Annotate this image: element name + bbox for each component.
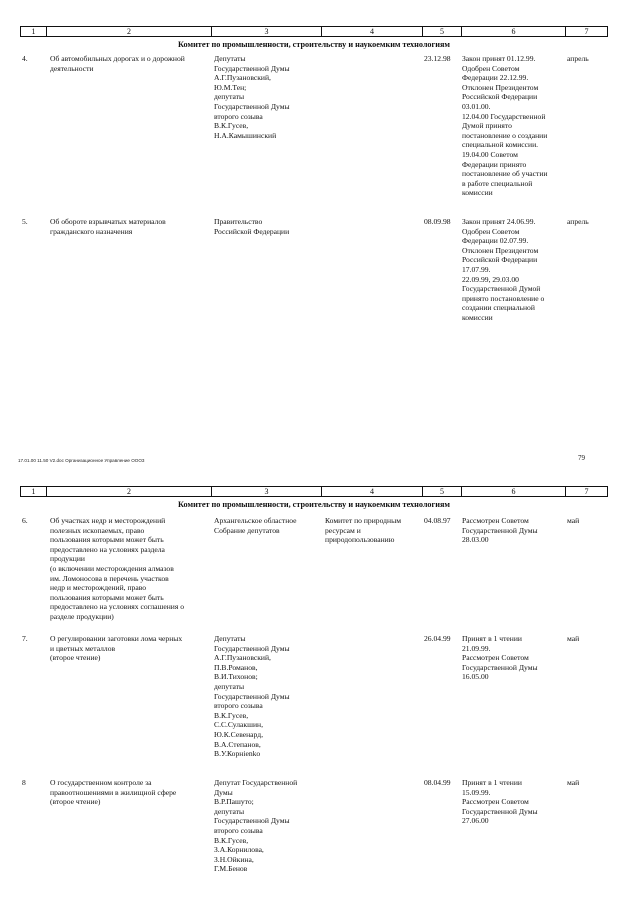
submission-date: 08.09.98 xyxy=(424,217,451,226)
section-title: Комитет по промышленности, строительству и наукоемким технологиям xyxy=(178,500,450,509)
column-number-7: 7 xyxy=(584,487,589,496)
row-number: 8 xyxy=(22,778,26,787)
column-number-1: 1 xyxy=(21,487,47,496)
document-page-1 xyxy=(0,20,640,463)
bill-status: Закон принят 24.06.99. Одобрен Советом Федерации 02.07.99. Отклонен Президентом Российской Федерации 17.07.99. 22.09.99, 29.03.00 Государственной Думой принято постановление о создании специальной комиссии xyxy=(462,217,545,322)
planned-month: май xyxy=(567,516,580,525)
submission-date: 04.08.97 xyxy=(424,516,451,525)
planned-month: май xyxy=(567,634,580,643)
bill-status: Принят в 1 чтении 21.09.99. Рассмотрен Советом Государственной Думы 16.05.00 xyxy=(462,634,538,682)
bill-authors: Депутат Государственной Думы В.Р.Пашуто; депутаты Государственной Думы второго созыва В.К.Гусев, З.А.Корнилова, З.Н.Ойкина, Г.М.Бенов xyxy=(214,778,298,874)
bill-authors: Депутаты Государственной Думы А.Г.Пузановский, Ю.М.Тен; депутаты Государственной Думы второго созыва В.К.Гусев, Н.А.Камышинский xyxy=(214,54,290,140)
column-number-2: 2 xyxy=(47,27,212,36)
document-page-2 xyxy=(0,486,640,900)
bill-title: О государственном контроле за правоотношениями в жилищной сфере (второе чтение) xyxy=(50,778,177,807)
column-number-7: 7 xyxy=(584,27,589,36)
column-number-6: 6 xyxy=(462,487,566,496)
submission-date: 08.04.99 xyxy=(424,778,451,787)
planned-month: май xyxy=(567,778,580,787)
bill-title: Об обороте взрывчатых материалов гражданского назначения xyxy=(50,217,166,236)
row-number: 7. xyxy=(22,634,28,643)
row-number: 4. xyxy=(22,54,28,63)
section-title: Комитет по промышленности, строительству и наукоемким технологиям xyxy=(178,40,450,49)
column-number-4: 4 xyxy=(322,27,423,36)
column-number-6: 6 xyxy=(462,27,566,36)
column-number-4: 4 xyxy=(322,487,423,496)
column-number-1: 1 xyxy=(21,27,47,36)
submission-date: 23.12.98 xyxy=(424,54,451,63)
column-number-5: 5 xyxy=(423,487,462,496)
bill-authors: Правительство Российской Федерации xyxy=(214,217,290,236)
bill-status: Принят в 1 чтении 15.09.99. Рассмотрен Советом Государственной Думы 27.06.00 xyxy=(462,778,538,826)
row-number: 5. xyxy=(22,217,28,226)
page-footer: 17.01.00 11.50 V2.doc Организационное Управление ООО3 xyxy=(18,458,145,463)
planned-month: апрель xyxy=(567,54,589,63)
column-header-row xyxy=(20,486,608,497)
column-number-3: 3 xyxy=(212,27,322,36)
bill-authors: Архангельское областное Собрание депутатов xyxy=(214,516,297,535)
co-committee: Комитет по природным ресурсам и природопользованию xyxy=(325,516,402,545)
column-number-5: 5 xyxy=(423,27,462,36)
submission-date: 26.04.99 xyxy=(424,634,451,643)
bill-authors: Депутаты Государственной Думы А.Г.Пузановский, П.В.Романов, В.И.Тихонов; депутаты Государственной Думы второго созыва В.К.Гусев, С.С.Сулакшин, Ю.К.Севенард, В.А.Степанов, В.У.Корнienko xyxy=(214,634,290,759)
bill-status: Закон принят 01.12.99. Одобрен Советом Федерации 22.12.99. Отклонен Президентом Российской Федерации 03.01.00. 12.04.00 Государственной Думой принято постановление о создании специальной комиссии. 19.04.00 Советом Федерации принято постановление об участии в работе специальной комиссии xyxy=(462,54,548,198)
column-number-3: 3 xyxy=(212,487,322,496)
planned-month: апрель xyxy=(567,217,589,226)
page-number: 79 xyxy=(578,454,585,462)
bill-status: Рассмотрен Советом Государственной Думы 28.03.00 xyxy=(462,516,538,545)
bill-title: Об участках недр и месторождений полезных ископаемых, право пользования которыми может быть предоставлено на условиях раздела продукции (о включении месторождения алмазов им. Ломоносова в перечень участков недр и месторождений, право пользования которыми может быть предоставлено на условиях соглашения о разделе продукции) xyxy=(50,516,185,621)
bill-title: Об автомобильных дорогах и о дорожной деятельности xyxy=(50,54,185,73)
column-header-row xyxy=(20,26,608,37)
bill-title: О регулировании заготовки лома черных и цветных металлов (второе чтение) xyxy=(50,634,183,663)
column-number-2: 2 xyxy=(47,487,212,496)
row-number: 6. xyxy=(22,516,28,525)
